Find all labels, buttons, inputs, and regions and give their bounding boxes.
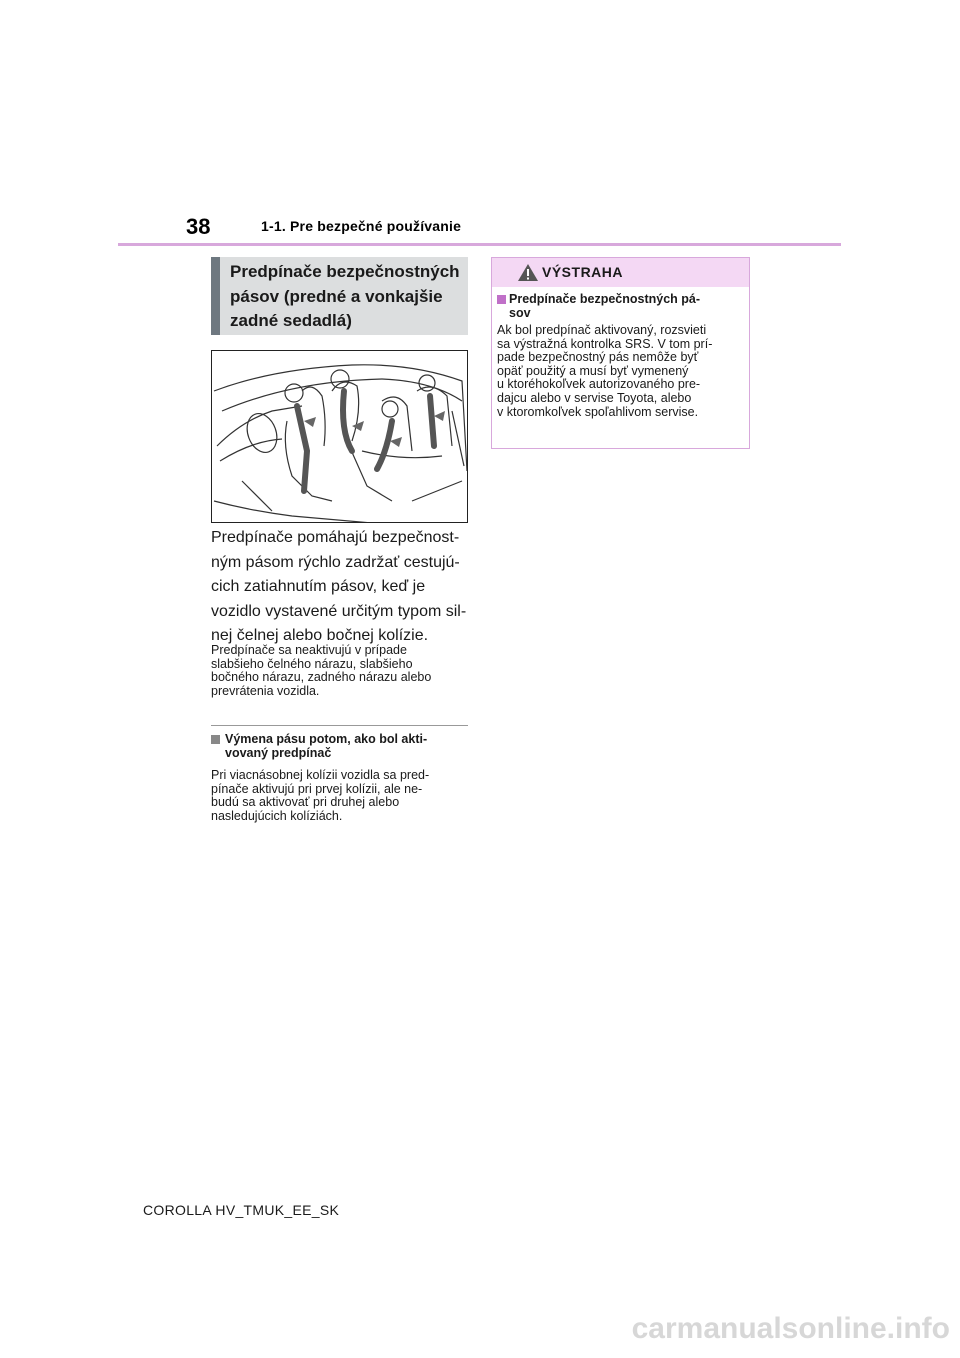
section-divider [211, 725, 468, 726]
square-bullet-icon [497, 295, 506, 304]
warning-title: VÝSTRAHA [542, 264, 624, 280]
section-heading-box [211, 257, 468, 335]
warning-subheading [497, 293, 747, 320]
page-number: 38 [186, 214, 211, 239]
section-title: 1-1. Pre bezpečné používanie [261, 218, 462, 234]
note-paragraph: Predpínače sa neaktivujú v prípade slabšieho čelného nárazu, slabšieho bočného nárazu, zadného nárazu alebo prevrátenia vozidla. [211, 643, 432, 698]
car-interior-seatbelt-illustration [211, 350, 468, 523]
header-divider [118, 243, 841, 246]
watermark: carmanualsonline.info [631, 1312, 950, 1345]
car-interior-illustration-svg [212, 351, 468, 523]
intro-paragraph: Predpínače pomáhajú bezpečnost- ným pásom rýchlo zadržať cestujú- cich zatiahnutím pásov, keď je vozidlo vystavené určitým typom sil- nej čelnej alebo bočnej kolízie. [211, 529, 467, 644]
warning-subheading-text: Predpínače bezpečnostných pá- sov [509, 292, 701, 320]
subsection-paragraph: Pri viacnásobnej kolízii vozidla sa pred- pínače aktivujú pri prvej kolízii, ale ne- budú sa aktivovať pri druhej alebo nasledujúcich kolíziách. [211, 768, 430, 823]
warning-paragraph: Ak bol predpínač aktivovaný, rozsvieti sa výstražná kontrolka SRS. V tom prí- pade bezpečnostný pás nemôže byť opäť použitý a musí byť vymenený u ktoréhokoľvek autorizovaného pre- dajcu alebo v servise Toyota, alebo v ktoromkoľvek spoľahlivom servise. [497, 323, 713, 419]
warning-header [492, 258, 749, 287]
section-heading: Predpínače bezpečnostných pásov (predné a vonkajšie zadné sedadlá) [230, 262, 460, 330]
subsection-heading-text: Výmena pásu potom, ako bol akti- vovaný predpínač [225, 732, 428, 760]
warning-triangle-icon [517, 263, 539, 282]
subsection-heading [211, 733, 473, 760]
warning-box [491, 257, 750, 449]
footer-model: COROLLA HV_TMUK_EE_SK [143, 1202, 340, 1218]
square-bullet-icon [211, 735, 220, 744]
